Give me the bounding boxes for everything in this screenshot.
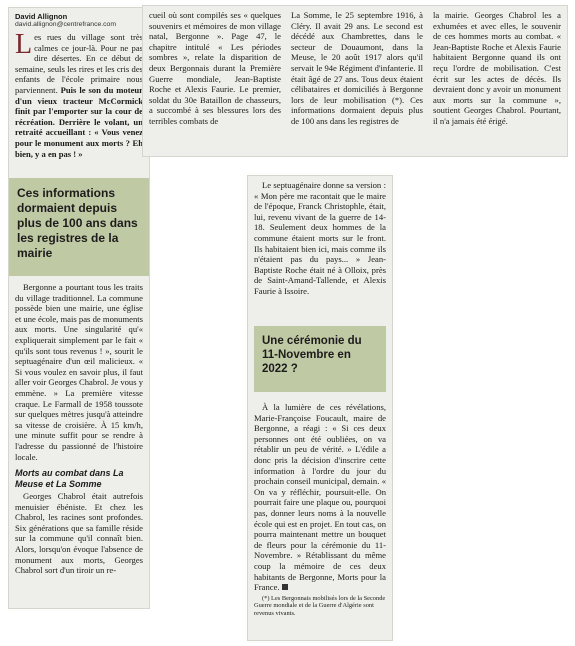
top-clipping xyxy=(143,6,567,156)
paragraph-chabrol: Georges Chabrol était autrefois menuisier ébéniste. Et chez les Chabrol, les racines sont profondes. Six générations que sa famille réside sur la commune qu'il connaît bien. Alors, lorsqu'on évoque l'absence de monument aux morts, Georges Chabrol sort d'un tiroir un re- xyxy=(15,491,143,576)
pullquote-text: Ces informations dormaient depuis plus de 100 ans dans les registres de la mairie xyxy=(17,186,138,260)
pullquote-box-left xyxy=(9,178,149,276)
end-mark-icon xyxy=(282,584,288,590)
top-paragraph-2: La Somme, le 25 septembre 1916, à Cléry. Il avait 29 ans. Le second est décédé aux Chambrettes, dans le secteur de Douaumont, dans la Meuse, le 20 août 1917 alors qu'il servait le 94e Régiment d'infanterie. Il était âgé de 27 ans. Tous deux étaient célibataires et domiciliés à Bergonne lors de leur mobilisation (*). Ces informations dormaient depuis plus de 100 ans dans les registres de xyxy=(291,10,423,126)
left-top-column xyxy=(15,12,143,159)
paragraph-maire xyxy=(254,402,386,593)
dropcap: L xyxy=(15,29,33,60)
paragraph-maire-text: À la lumière de ces révélations, Marie-Françoise Foucault, maire de Bergonne, a réagi : « Si ces deux personnes ont été oubliées, on va rétablir un peu de vérité. » L'édile a donc pris la décision d'inscrire cette information à l'ordre du jour du prochain conseil municipal, demain. « On va y réfléchir, poursuit-elle. On pourrait faire une plaque ou, pourquoi pas, donner leurs noms à la nouvelle école qui est en projet. En tout cas, on pourra maintenant mettre un bouquet de fleurs pour la cérémonie du 11-Novembre. » Rétablissant du même coup la mémoire de ces deux habitants de Bergonne, Morts pour la France. xyxy=(254,402,386,593)
intro-paragraph xyxy=(15,29,143,159)
paragraph-septuagenaire: Le septuagénaire donne sa version : « Mon père me racontait que le maire de l'époque, Franck Christophle, était, lui, revenu vivant de la guerre de 14-18. Seulement deux hommes de la commune étaient morts sur le front. Ils habitaient bien ici, mais comme ils n'étaient pas du pays... » Jean-Baptiste Roche était né à Olloix, près de Saint-Amand-Tallende, et Alexis Faurie à Issoire. xyxy=(254,180,386,296)
paragraph-bergonne: Bergonne a pourtant tous les traits du village traditionnel. La commune possède bien une mairie, une église et une école, mais pas de monuments aux morts. Une singularité qu'« expliquerait simplement par le fait « qu'ils sont tous revenus ! », sourit le septuagénaire d'un œil malicieux. « Si vous voulez en savoir plus, il faut aller voir Georges Chabrol. Je vous y emmène. » La première vitesse craque. Le Farmall de 1958 toussote sur quelques mètres jusqu'à atteindre sa vitesse de croisière. À 15 km/h, une minute suffit pour se rendre à l'adresse du passionné de l'histoire locale. xyxy=(15,282,144,462)
top-column-3 xyxy=(433,10,561,129)
pullquote-ceremonie: Une cérémonie du 11-Novembre en 2022 ? xyxy=(262,335,362,375)
top-paragraph-3: la mairie. Georges Chabrol les a exhumées et avec elles, le souvenir de ces hommes morts au combat. « Jean-Baptiste Roche et Alexis Faurie habitaient Bergonne quand ils ont reçu l'ordre de mobilisation. C'est écrit sur les actes de décès. Ils devraient donc y avoir un monument aux morts sur la commune », soutient Georges Chabrol. Pourtant, il n'a jamais été érigé. xyxy=(433,10,561,126)
left-clipping xyxy=(9,8,149,608)
top-column-1 xyxy=(149,10,281,129)
top-column-2 xyxy=(291,10,423,129)
byline-email: david.allignon@centrefrance.com xyxy=(15,21,116,28)
subhead-paragraph xyxy=(15,491,143,576)
top-paragraph-1: cueil où sont compilés ses « quelques souvenirs et mémoires de mon village natal, Bergonne ». Page 47, le chapitre intitulé « Les périodes sombres », relate la disparition de deux Bergonnais durant la Première Guerre mondiale, Jean-Baptiste Roche et Alexis Faurie. Le premier, soldat du 30e Bataillon de chasseurs, a succombé à ses blessures lors des terribles combats de xyxy=(149,10,281,126)
left-bottom-column xyxy=(15,282,143,578)
subheading: Morts au combat dans La Meuse et La Somme xyxy=(15,468,124,489)
byline-name: David Allignon xyxy=(15,12,68,21)
pullquote-box-bottom xyxy=(254,326,386,392)
intro-plain-text: es rues du village sont très calmes ce jour-là. Pour ne pas dire désertes. En ce début de semaine, seuls les rires et les cris des enfants de l'école primaire nous parviennent. xyxy=(15,32,143,95)
bottom-column-top xyxy=(254,180,386,299)
bottom-column-bottom xyxy=(254,402,386,619)
footnote: (*) Les Bergonnais mobilisés lors de la Seconde Guerre mondiale et de la Guerre d'Algérie sont revenus vivants. xyxy=(254,594,386,617)
bottom-clipping xyxy=(248,176,392,640)
body-paragraph xyxy=(15,282,143,462)
intro-bold-text: Puis le son du moteur d'un vieux tracteur McCormick finit par l'emporter sur la cour de récréation. Derrière le volant, un retraité accueillant : « Vous venez pour le monument aux morts ? Eh bien, y a en pas ! » xyxy=(15,84,143,159)
